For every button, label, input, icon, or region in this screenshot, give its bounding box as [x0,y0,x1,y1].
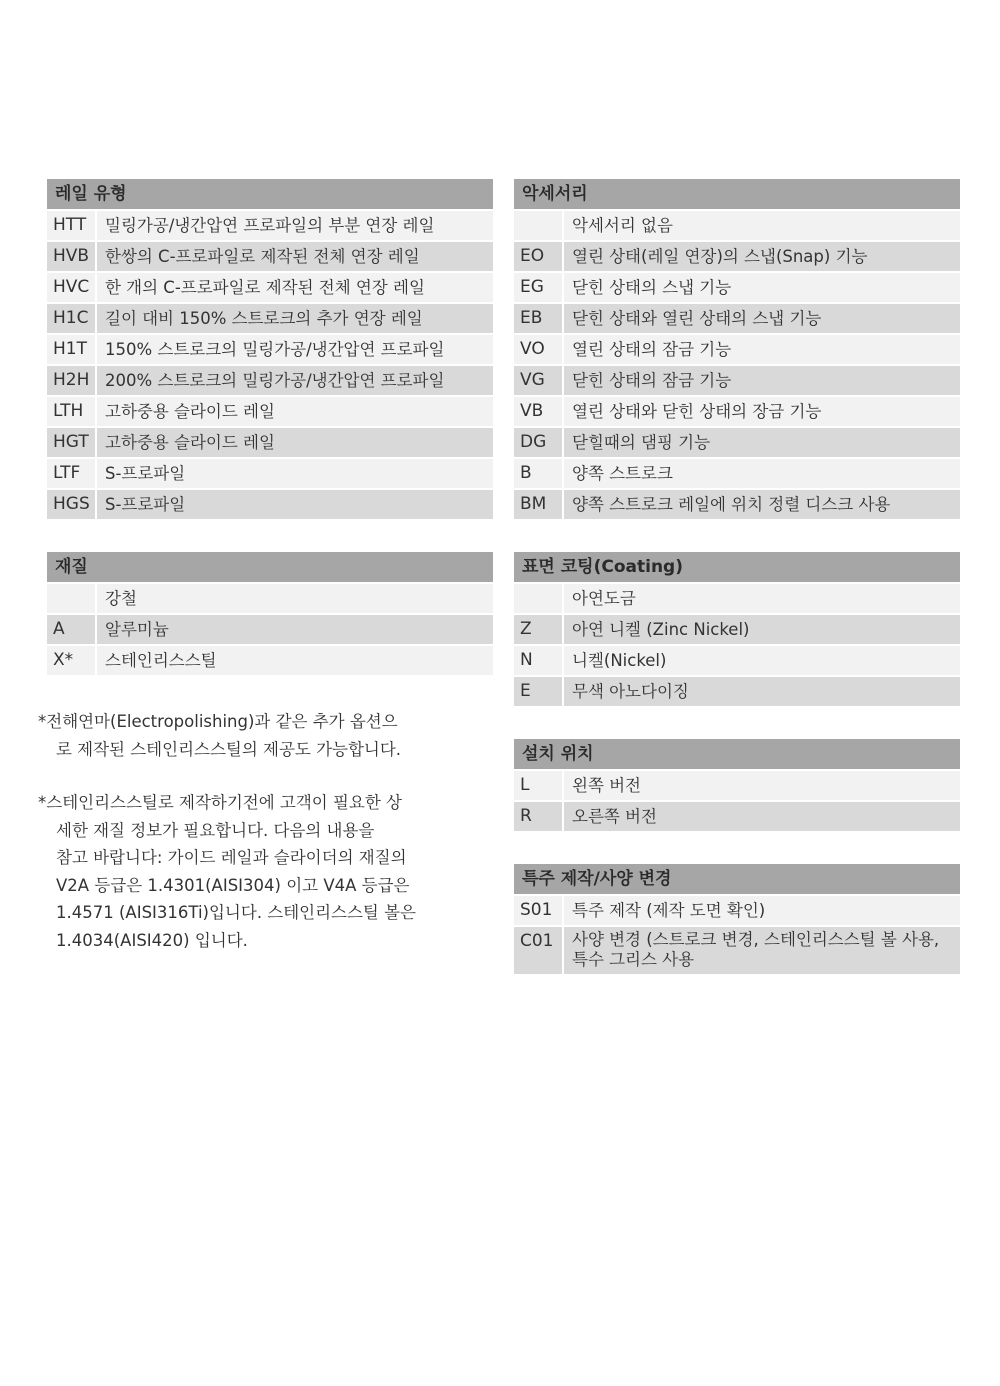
row-code: E [514,677,562,706]
row-code: L [514,771,562,800]
row-code: N [514,646,562,675]
row-desc: S-프로파일 [97,490,493,519]
table-row [47,646,493,675]
table-row [514,490,960,519]
row-desc: 양쪽 스트로크 [564,459,960,488]
accessories-table [514,179,960,519]
table-row [514,273,960,302]
rail-type-table [47,179,493,519]
table-row [514,927,960,974]
special-table [514,864,960,974]
row-desc: 악세서리 없음 [564,211,960,240]
row-desc: 고하중용 슬라이드 레일 [97,428,493,457]
row-code: HGT [47,428,95,457]
row-code: VO [514,335,562,364]
table-row [514,242,960,271]
coating-table [514,552,960,706]
table-row [514,896,960,925]
row-desc: 아연도금 [564,584,960,613]
row-desc: 스테인리스스틸 [97,646,493,675]
row-code: B [514,459,562,488]
accessories-title: 악세서리 [514,179,960,209]
note-line: 1.4571 (AISI316Ti)입니다. 스테인리스스틸 볼은 [56,903,416,922]
row-code: LTF [47,459,95,488]
row-desc: 열린 상태의 잠금 기능 [564,335,960,364]
row-desc: 알루미늄 [97,615,493,644]
note-material-info [38,789,493,954]
table-row [514,771,960,800]
row-desc: 고하중용 슬라이드 레일 [97,397,493,426]
table-row [47,397,493,426]
row-code: H1C [47,304,95,333]
material-table [47,552,493,675]
mounting-table [514,739,960,831]
rail-type-title: 레일 유형 [47,179,493,209]
note-line: 세한 재질 정보가 필요합니다. 다음의 내용을 [56,820,375,840]
special-title: 특주 제작/사양 변경 [514,864,960,894]
row-desc: 왼쪽 버전 [564,771,960,800]
note-line: V2A 등급은 1.4301(AISI304) 이고 V4A 등급은 [56,875,410,895]
table-row [514,397,960,426]
table-row [47,428,493,457]
row-desc: 사양 변경 (스트로크 변경, 스테인리스스틸 볼 사용, 특수 그리스 사용 [564,927,960,974]
note-line: *전해연마(Electropolishing)과 같은 추가 옵션으 [38,712,398,731]
material-title: 재질 [47,552,493,582]
row-code: HVB [47,242,95,271]
row-desc: 닫힐때의 댐핑 기능 [564,428,960,457]
row-code: H2H [47,366,95,395]
table-row [514,459,960,488]
table-row [514,335,960,364]
row-desc: 닫힌 상태와 열린 상태의 스냅 기능 [564,304,960,333]
table-row [47,211,493,240]
row-code: H1T [47,335,95,364]
row-desc: S-프로파일 [97,459,493,488]
row-code: VG [514,366,562,395]
table-row [47,615,493,644]
row-desc: 니켈(Nickel) [564,646,960,675]
table-row [514,428,960,457]
row-code: DG [514,428,562,457]
row-desc: 강철 [97,584,493,613]
row-desc: 길이 대비 150% 스트로크의 추가 연장 레일 [97,304,493,333]
right-column [514,179,960,1007]
row-code: R [514,802,562,831]
note-line: 로 제작된 스테인리스스틸의 제공도 가능합니다. [56,739,402,759]
row-desc: 한쌍의 C-프로파일로 제작된 전체 연장 레일 [97,242,493,271]
row-code: Z [514,615,562,644]
notes [38,708,493,954]
table-row [47,242,493,271]
table-row [47,273,493,302]
table-row [514,615,960,644]
row-desc: 열린 상태(레일 연장)의 스냅(Snap) 기능 [564,242,960,271]
row-code [514,584,562,613]
row-desc: 특주 제작 (제작 도면 확인) [564,896,960,925]
table-row [47,490,493,519]
row-desc: 열린 상태와 닫힌 상태의 장금 기능 [564,397,960,426]
note-electropolishing [38,708,493,763]
row-desc: 오른쪽 버전 [564,802,960,831]
table-row [514,304,960,333]
row-desc: 닫힌 상태의 잠금 기능 [564,366,960,395]
table-row [514,646,960,675]
row-desc: 아연 니켈 (Zinc Nickel) [564,615,960,644]
row-code [47,584,95,613]
table-row [47,366,493,395]
row-code: LTH [47,397,95,426]
note-line: 참고 바랍니다: 가이드 레일과 슬라이더의 재질의 [56,848,407,867]
coating-title: 표면 코팅(Coating) [514,552,960,582]
table-row [47,335,493,364]
row-code: HGS [47,490,95,519]
table-row [514,802,960,831]
left-column [38,179,493,980]
table-row [514,366,960,395]
row-code: A [47,615,95,644]
row-desc: 양쪽 스트로크 레일에 위치 정렬 디스크 사용 [564,490,960,519]
row-desc: 한 개의 C-프로파일로 제작된 전체 연장 레일 [97,273,493,302]
row-code: EB [514,304,562,333]
row-code: BM [514,490,562,519]
mounting-title: 설치 위치 [514,739,960,769]
table-row [514,677,960,706]
row-code: S01 [514,896,562,925]
row-code: HVC [47,273,95,302]
row-desc: 200% 스트로크의 밀링가공/냉간압연 프로파일 [97,366,493,395]
table-row [514,211,960,240]
table-row [47,584,493,613]
row-code [514,211,562,240]
row-desc: 무색 아노다이징 [564,677,960,706]
table-row [47,304,493,333]
table-row [514,584,960,613]
row-desc: 닫힌 상태의 스냅 기능 [564,273,960,302]
row-code: HTT [47,211,95,240]
row-code: EG [514,273,562,302]
table-row [47,459,493,488]
row-code: X* [47,646,95,675]
note-line: *스테인리스스틸로 제작하기전에 고객이 필요한 상 [38,793,402,812]
row-code: VB [514,397,562,426]
row-desc: 150% 스트로크의 밀링가공/냉간압연 프로파일 [97,335,493,364]
row-code: C01 [514,927,562,974]
note-line: 1.4034(AISI420) 입니다. [56,930,248,950]
row-code: EO [514,242,562,271]
row-desc: 밀링가공/냉간압연 프로파일의 부분 연장 레일 [97,211,493,240]
